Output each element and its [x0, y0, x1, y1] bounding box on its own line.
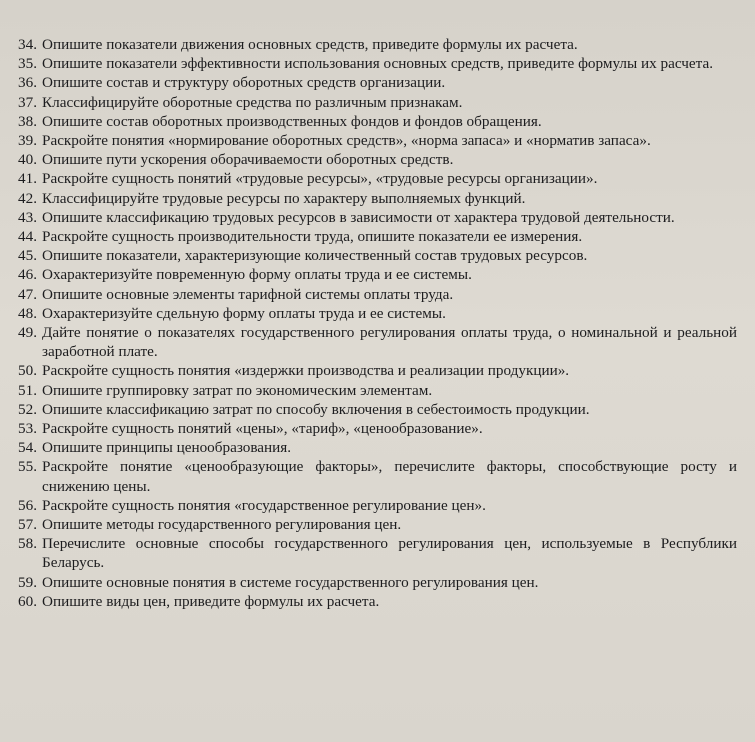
question-item [18, 35, 737, 54]
question-number: 40. [18, 151, 37, 169]
question-item [18, 227, 737, 246]
question-number: 50. [18, 362, 37, 380]
question-text: Раскройте сущность понятия «государственное регулирование цен». [42, 496, 486, 514]
question-text: Опишите показатели движения основных средств, приведите формулы их расчета. [42, 36, 578, 53]
question-item [18, 400, 737, 419]
question-number: 42. [18, 189, 37, 207]
question-text: Опишите классификацию затрат по способу включения в себестоимость продукции. [42, 400, 590, 418]
question-text: Раскройте сущность понятия «издержки производства и реализации продукции». [42, 362, 570, 380]
question-item [18, 438, 737, 457]
question-text: Опишите пути ускорения оборачиваемости оборотных средств. [42, 151, 454, 169]
question-text: Классифицируйте оборотные средства по различным признакам. [42, 93, 463, 111]
question-text: Опишите показатели, характеризующие количественный состав трудовых ресурсов. [42, 247, 588, 265]
question-item [18, 534, 737, 572]
question-number: 60. [18, 592, 37, 610]
question-text: Классифицируйте трудовые ресурсы по характеру выполняемых функций. [42, 189, 526, 207]
question-number: 58. [18, 535, 37, 553]
question-number: 54. [18, 439, 37, 457]
question-text: Раскройте понятие «ценообразующие факторы», перечислите факторы, способствующие росту и снижению цены. [42, 458, 737, 495]
question-item [18, 304, 737, 323]
question-text: Опишите виды цен, приведите формулы их расчета. [42, 592, 380, 610]
question-text: Опишите состав и структуру оборотных средств организации. [42, 74, 446, 92]
question-item [18, 131, 737, 150]
question-number: 37. [18, 93, 37, 111]
question-text: Раскройте сущность понятий «цены», «тариф», «ценообразование». [42, 420, 483, 438]
question-number: 49. [18, 324, 37, 342]
question-number: 46. [18, 266, 37, 284]
question-number: 59. [18, 573, 37, 591]
question-item [18, 169, 737, 188]
question-text: Охарактеризуйте сдельную форму оплаты труда и ее системы. [42, 304, 446, 322]
question-number: 43. [18, 208, 37, 226]
question-number: 44. [18, 228, 37, 246]
question-number: 51. [18, 381, 37, 399]
question-item [18, 496, 737, 515]
question-item [18, 457, 737, 495]
question-number: 57. [18, 516, 37, 534]
question-item [18, 419, 737, 438]
question-item [18, 189, 737, 208]
question-text: Опишите основные понятия в системе государственного регулирования цен. [42, 573, 539, 591]
question-text: Опишите методы государственного регулирования цен. [42, 516, 402, 534]
question-number: 52. [18, 400, 37, 418]
question-text: Опишите состав оборотных производственных фондов и фондов обращения. [42, 112, 542, 130]
question-item [18, 361, 737, 380]
question-item [18, 93, 737, 112]
question-number: 53. [18, 420, 37, 438]
question-item [18, 150, 737, 169]
question-number: 55. [18, 458, 37, 476]
question-text: Опишите показатели эффективности использования основных средств, приведите формулы их расчета. [42, 55, 714, 73]
question-number: 48. [18, 304, 37, 322]
question-item [18, 515, 737, 534]
question-item [18, 208, 737, 227]
question-list [18, 35, 737, 611]
question-item [18, 285, 737, 304]
question-text: Раскройте сущность понятий «трудовые ресурсы», «трудовые ресурсы организации». [42, 170, 598, 188]
question-text: Опишите основные элементы тарифной системы оплаты труда. [42, 285, 454, 303]
question-item [18, 323, 737, 361]
question-text: Дайте понятие о показателях государственного регулирования оплаты труда, о номинальной и реальной заработной плате. [42, 324, 737, 361]
question-item [18, 246, 737, 265]
question-item [18, 112, 737, 131]
question-item [18, 265, 737, 284]
question-item [18, 381, 737, 400]
question-item [18, 54, 737, 73]
question-text: Опишите классификацию трудовых ресурсов в зависимости от характера трудовой деятельности. [42, 208, 675, 226]
question-number: 38. [18, 112, 37, 130]
question-text: Опишите принципы ценообразования. [42, 439, 292, 457]
question-number: 39. [18, 132, 37, 150]
question-text: Опишите группировку затрат по экономическим элементам. [42, 381, 433, 399]
question-item [18, 573, 737, 592]
question-number: 36. [18, 74, 37, 92]
question-text: Раскройте сущность производительности труда, опишите показатели ее измерения. [42, 228, 583, 246]
question-number: 47. [18, 285, 37, 303]
question-text: Охарактеризуйте повременную форму оплаты труда и ее системы. [42, 266, 472, 284]
question-text: Перечислите основные способы государственного регулирования цен, используемые в Республики Беларусь. [42, 535, 737, 572]
question-number: 56. [18, 496, 37, 514]
question-number: 34. [18, 36, 37, 53]
question-number: 41. [18, 170, 37, 188]
question-item [18, 592, 737, 611]
question-item [18, 73, 737, 92]
question-number: 45. [18, 247, 37, 265]
question-number: 35. [18, 55, 37, 73]
question-text: Раскройте понятия «нормирование оборотных средств», «норма запаса» и «норматив запаса». [42, 132, 651, 150]
